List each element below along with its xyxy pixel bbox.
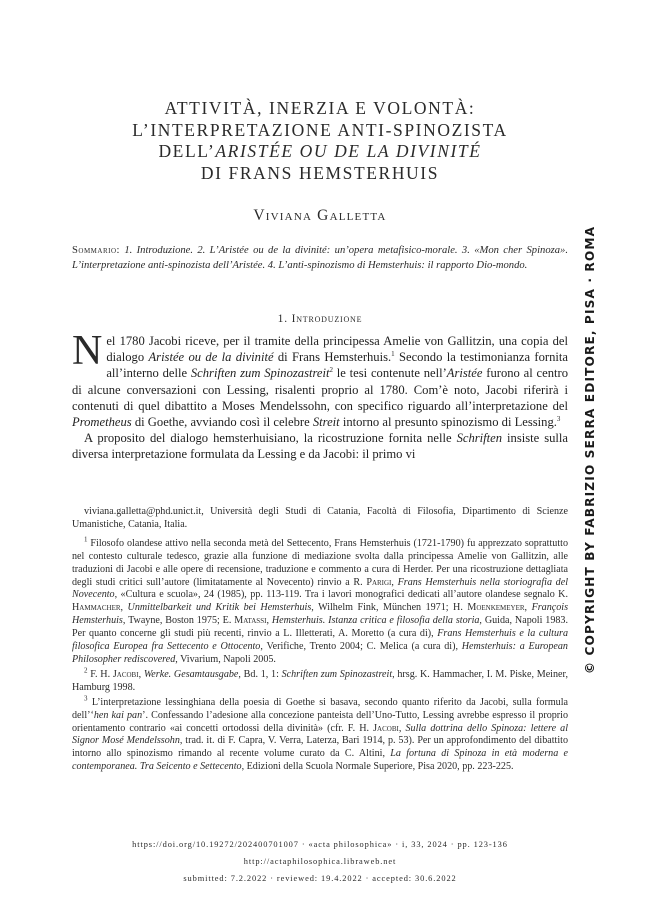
footnote-number: 2 bbox=[84, 666, 88, 675]
text-run: A proposito del dialogo hemsterhuisiano, la ricostruzione fornita nelle bbox=[84, 431, 457, 446]
footnotes bbox=[72, 506, 568, 776]
text-run: , Bd. 1, 1: bbox=[238, 668, 282, 680]
text-run: , Vivarium, Napoli 2005. bbox=[175, 653, 276, 665]
title-line-3-italic: ARISTÉE OU DE LA DIVINITÉ bbox=[215, 141, 482, 161]
italic-run: La fortuna di Spinoza in età moderna e contemporanea. Tra Seicento e Settecento bbox=[72, 748, 569, 773]
text-run: , bbox=[138, 668, 144, 680]
footnote-3 bbox=[72, 694, 569, 774]
text-run: , bbox=[266, 615, 272, 627]
footnote-ref-1[interactable]: 1 bbox=[391, 350, 395, 359]
text-run: el 1780 Jacobi riceve, per il tramite della principessa Amelie von Gallitzin, una copia del dialogo bbox=[106, 334, 568, 365]
italic-run: Frans Hemsterhuis nella storiografia del Novecento bbox=[72, 576, 568, 601]
journal-url[interactable]: http://actaphilosophica.libraweb.net bbox=[243, 857, 397, 866]
italic-run: Aristée bbox=[446, 366, 483, 381]
text-run: , «Cultura e scuola», 24 (1985), pp. 113-119. Tra i lavori monografici dedicati all’autore olandese segnalo K. bbox=[114, 589, 568, 601]
text-run: , bbox=[524, 602, 532, 614]
italic-run: Hemsterhuis. Istanza critica e filosofia della storia bbox=[271, 615, 480, 627]
text-run: , trad. it. di F. Capra, V. Verra, Laterza, Bari 1914, p. 53). Per un approfondimento del dibattito intorno allo spinozismo rimando al recente volume curato da C. Altini, bbox=[72, 735, 568, 760]
text-run: Secondo la testimonianza fornita all’interno delle bbox=[106, 350, 568, 381]
italic-run: Aristée ou de la divinité bbox=[148, 350, 274, 365]
text-run: , Guida, Napoli 1983. Per quanto concerne gli studi più recenti, rinvio a L. Illetterati, A. Moretto (a cura di), bbox=[72, 615, 569, 640]
footnote-ref-3[interactable]: 3 bbox=[556, 414, 561, 423]
footnote-ref-2[interactable]: 2 bbox=[329, 366, 334, 375]
copyright-text: © COPYRIGHT BY FABRIZIO SERRA EDITORE, PISA · ROMA bbox=[583, 225, 597, 675]
smallcaps-run: Jacobi bbox=[112, 668, 139, 680]
text-run: , Wilhelm Fink, München 1971; H. bbox=[311, 602, 468, 614]
text-run: , hrsg. K. Hammacher, I. M. Piske, Meiner, Hamburg 1998. bbox=[72, 668, 568, 693]
paragraph-1 bbox=[72, 328, 568, 430]
italic-run: hen kai pan bbox=[93, 709, 143, 721]
footnote-1 bbox=[72, 535, 569, 667]
author-affiliation: viviana.galletta@phd.unict.it, Università degli Studi di Catania, Facoltà di Filosofia, Dipartimento di Scienze Umanistiche, Catania, Italia. bbox=[72, 506, 568, 530]
text-run: di Goethe, avviando così il celebre bbox=[131, 415, 313, 430]
text-run: , Twayne, Boston 1975; E. bbox=[122, 615, 235, 627]
footnote-number: 1 bbox=[84, 535, 88, 544]
text-run: , bbox=[120, 602, 128, 614]
text-run: furono al centro di alcune conversazioni con Lessing, risalenti proprio al 1780. Com’è noto, Jacobi riferirà i contenuti di quel dibattito a Moses Mendelssohn, con specifico riguardo all’interpretazione del bbox=[72, 366, 568, 413]
italic-run: Schriften zum Spinozastreit bbox=[190, 366, 330, 381]
title-line-3 bbox=[70, 141, 570, 163]
italic-run: Hemsterhuis: a European Philosopher rediscovered bbox=[72, 641, 568, 665]
title-line-3-prefix: DELL’ bbox=[158, 141, 216, 161]
italic-run: Werke. Gesamtausgabe bbox=[143, 668, 239, 680]
smallcaps-run: Moenkemeyer bbox=[467, 602, 525, 614]
article-title bbox=[70, 98, 570, 184]
text-run: di Frans Hemsterhuis. bbox=[273, 350, 392, 365]
summary bbox=[72, 244, 568, 273]
text-run: , Verifiche, Trento 2004; C. Melica (a cura di), bbox=[260, 641, 462, 653]
text-run: L’interpretazione lessinghiana della poesia di Goethe si basava, secondo quanto riferito da Jacobi, sulla formula dell’‘ bbox=[72, 696, 568, 721]
text-run: , Edizioni della Scuola Normale Superiore, Pisa 2020, pp. 223-225. bbox=[241, 761, 514, 773]
submission-dates: submitted: 7.2.2022 · reviewed: 19.4.2022 · accepted: 30.6.2022 bbox=[183, 874, 457, 883]
title-line-2: L’INTERPRETAZIONE ANTI-SPINOZISTA bbox=[132, 119, 508, 140]
text-run: le tesi contenute nell’ bbox=[333, 366, 447, 381]
smallcaps-run: Parigi bbox=[366, 576, 392, 588]
smallcaps-run: Matassi bbox=[234, 615, 267, 627]
italic-run: Schriften bbox=[456, 431, 503, 446]
italic-run: Unmittelbarkeit und Kritik bei Hemsterhuis bbox=[127, 602, 312, 614]
author-name: Viviana Galletta bbox=[253, 207, 387, 224]
italic-run: Prometheus bbox=[72, 415, 132, 430]
summary-text: 1. Introduzione. 2. L’Aristée ou de la divinité: un’opera metafisico-morale. 3. «Mon cher Spinoza». L’interpretazione anti-spinozista dell’Aristée. 4. L’anti-spinozismo di Hemsterhuis: il rapporto Dio-mondo. bbox=[72, 245, 568, 271]
text-run: , bbox=[398, 722, 406, 734]
doi-line[interactable]: https://doi.org/10.19272/202400701007 · «acta philosophica» · i, 33, 2024 · pp. 123-136 bbox=[132, 840, 508, 849]
italic-run: Schriften zum Spinozastreit bbox=[281, 668, 393, 680]
italic-run: Streit bbox=[312, 415, 340, 430]
paragraph-2 bbox=[72, 430, 568, 462]
section-heading: 1. Introduzione bbox=[277, 313, 363, 325]
text-run: , bbox=[391, 576, 398, 588]
smallcaps-run: Jacobi bbox=[373, 722, 399, 734]
title-line-1: ATTIVITÀ, INERZIA E VOLONTÀ: bbox=[164, 98, 476, 118]
italic-run: Frans Hemsterhuis e la cultura filosofica Europea fra Settecento e Ottocento bbox=[72, 628, 569, 653]
text-run: F. H. bbox=[87, 668, 113, 680]
italic-run: Sulla dottrina dello Spinoza: lettere al Signor Mosé Mendelssohn bbox=[72, 722, 568, 747]
footnote-2 bbox=[72, 666, 568, 695]
main-text bbox=[72, 328, 568, 463]
text-run: Filosofo olandese attivo nella seconda metà del Settecento, Frans Hemsterhuis (1721-1790) fu apprezzato soprattutto nel contesto culturale tedesco, grazie alla funzione di mediazione svolta dalla principessa Amelie von Gallitzin, alle traduzioni di Jacobi e alle opere di recensione, traduzione e commento a cura di Herder. Per una ricostruzione dettagliata degli studi critici sull’autore (limitatamente al Novecento) rinvio a R. bbox=[72, 537, 568, 588]
drop-cap: N bbox=[72, 328, 103, 374]
text-run: intorno al presunto spinozismo di Lessing. bbox=[339, 415, 557, 430]
title-line-4: DI FRANS HEMSTERHUIS bbox=[200, 162, 440, 183]
text-run: ’. Confessando l’adesione alla concezione panteista dell’Uno-Tutto, Lessing avrebbe espresso il proprio orientamento contrario «ai concetti ortodossi della divinità» (cfr. F. H. bbox=[72, 709, 568, 734]
summary-lead: Sommario: bbox=[72, 245, 120, 256]
text-run: insiste sulla diversa interpretazione formulata da Lessing e da Jacobi: il primo vi bbox=[72, 431, 568, 462]
smallcaps-run: Hammacher bbox=[72, 602, 121, 614]
footnote-number: 3 bbox=[84, 694, 88, 703]
italic-run: François Hemsterhuis bbox=[72, 602, 569, 627]
